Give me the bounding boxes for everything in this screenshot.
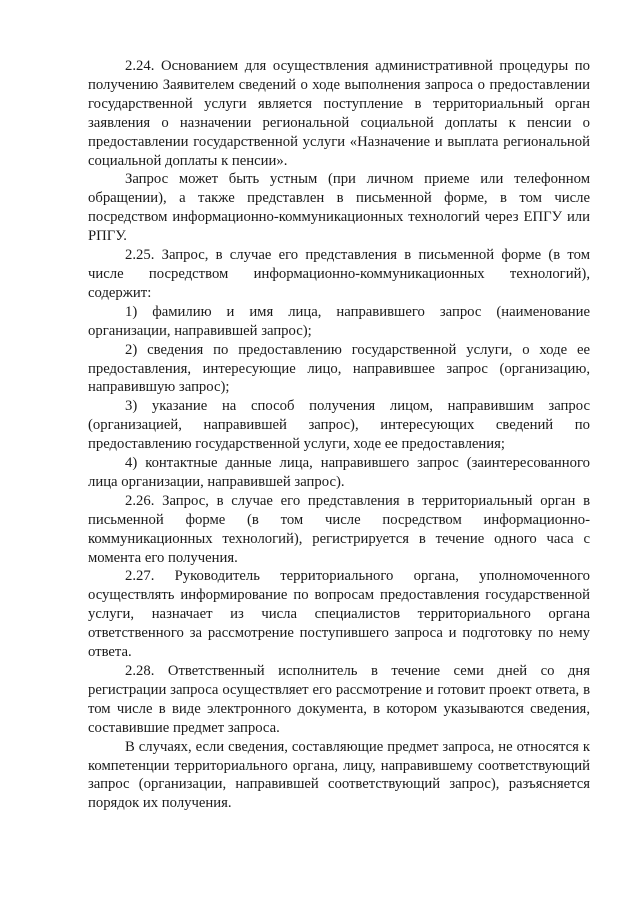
list-item-2: 2) сведения по предоставлению государственной услуги, о ходе ее предоставления, интересующие лицо, направившее запрос (организацию, направившую запрос);	[88, 341, 590, 396]
paragraph-2-28: 2.28. Ответственный исполнитель в течение семи дней со дня регистрации запроса осуществляет его рассмотрение и готовит проект ответа, в том числе в виде электронного документа, в котором указываются сведения, составившие предмет запроса.	[88, 663, 590, 736]
paragraph-2-24: 2.24. Основанием для осуществления административной процедуры по получению Заявителем сведений о ходе выполнения запроса о предоставлении государственной услуги является поступление в территориальный орган заявления о назначении региональной социальной доплаты к пенсии о предоставлении государственной услуги «Назначение и выплата региональной социальной доплаты к пенсии».	[88, 58, 590, 169]
paragraph-2-27: 2.27. Руководитель территориального органа, уполномоченного осуществлять информирование по вопросам предоставления государственной услуги, назначает из числа специалистов территориального органа ответственного за рассмотрение поступившего запроса и подготовку по нему ответа.	[88, 568, 590, 661]
paragraph-competence: В случаях, если сведения, составляющие предмет запроса, не относятся к компетенции территориального органа, лицу, направившему соответствующий запрос (организации, направившей соответствующий запрос), разъясняется порядок их получения.	[88, 738, 590, 812]
paragraph-2-25: 2.25. Запрос, в случае его представления в письменной форме (в том числе посредством информационно-коммуникационных технологий), содержит:	[88, 247, 590, 301]
list-item-3: 3) указание на способ получения лицом, направившим запрос (организацией, направившей запрос), интересующих сведений по предоставлению государственной услуги, ходе ее предоставления;	[88, 398, 590, 453]
paragraph-2-26: 2.26. Запрос, в случае его представления в территориальный орган в письменной форме (в том числе посредством информационно-коммуникационных технологий), регистрируется в течение одного часа с момента его получения.	[88, 492, 590, 566]
list-item-4: 4) контактные данные лица, направившего запрос (заинтересованного лица организации, направившей запрос).	[88, 455, 590, 490]
document-body	[88, 57, 590, 813]
list-item-1: 1) фамилию и имя лица, направившего запрос (наименование организации, направившей запрос);	[88, 303, 590, 339]
paragraph-oral-request: Запрос может быть устным (при личном приеме или телефонном обращении), а также представлен в письменной форме, в том числе посредством информационно-коммуникационных технологий через ЕПГУ или РПГУ.	[88, 171, 590, 245]
